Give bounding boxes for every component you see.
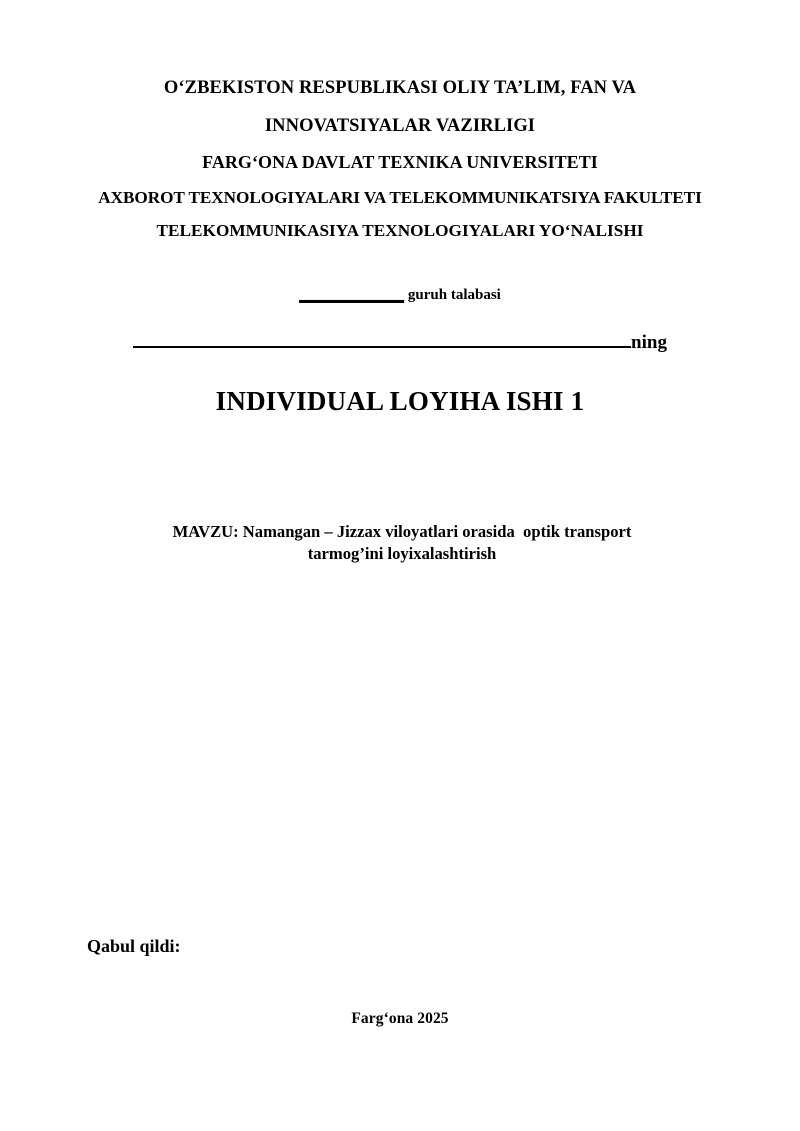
faculty-name: AXBOROT TEXNOLOGIYALARI VA TELEKOMMUNIKATSIYA FAKULTETI bbox=[98, 188, 702, 207]
student-name-line bbox=[0, 331, 800, 354]
program-name: TELEKOMMUNIKASIYA TEXNOLOGIYALARI YO‘NALISHI bbox=[156, 221, 644, 240]
student-group-line bbox=[0, 287, 800, 304]
subject-line-2: tarmog’ini loyixalashtirish bbox=[307, 544, 497, 564]
accepted-by-label: Qabul qildi: bbox=[87, 936, 181, 956]
ministry-line-2: INNOVATSIYALAR VAZIRLIGI bbox=[264, 116, 536, 136]
page-title: INDIVIDUAL LOYIHA ISHI 1 bbox=[215, 386, 585, 416]
student-name-suffix: ning bbox=[631, 331, 667, 353]
ministry-line-1: O‘ZBEKISTON RESPUBLIKASI OLIY TA’LIM, FAN VA bbox=[163, 78, 637, 98]
subject-block bbox=[100, 521, 704, 566]
subject-line-1: MAVZU: Namangan – Jizzax viloyatlari orasida optik transport bbox=[172, 522, 632, 541]
student-group-label: guruh talabasi bbox=[404, 287, 501, 303]
city-year-footer: Farg‘ona 2025 bbox=[351, 1010, 449, 1027]
student-name-blank[interactable] bbox=[133, 331, 631, 348]
university-name: FARG‘ONA DAVLAT TEXNIKA UNIVERSITETI bbox=[202, 152, 598, 172]
student-group-blank[interactable]: ______________ bbox=[299, 287, 405, 303]
